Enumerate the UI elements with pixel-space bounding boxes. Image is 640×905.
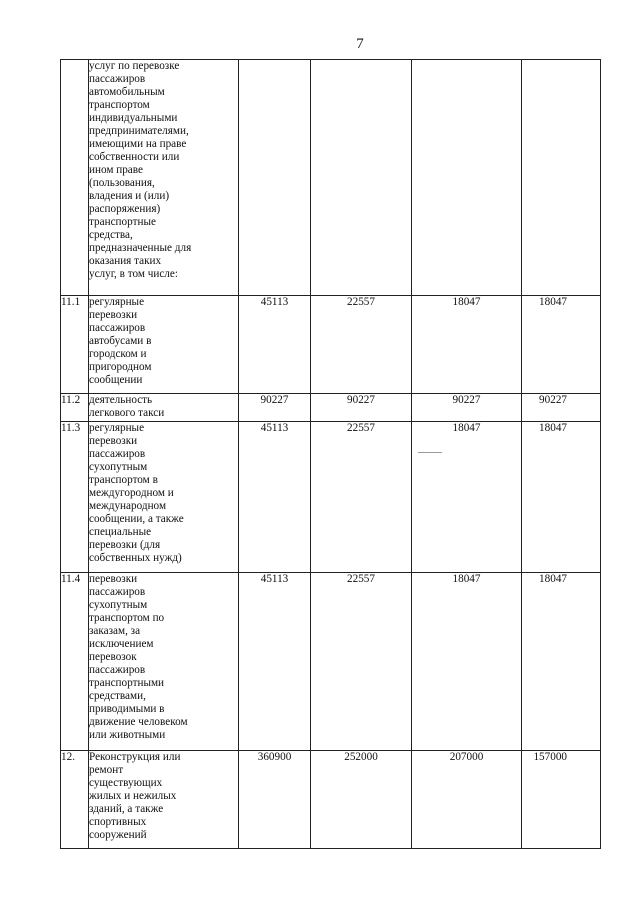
row-number: 12. bbox=[61, 751, 89, 849]
stray-pen-mark bbox=[418, 452, 442, 453]
tariff-table bbox=[60, 59, 601, 849]
activity-description: регулярные перевозки пассажиров сухопутным транспортом в междугородном и международном сообщении, а также специальные перевозки (для собственных нужд) bbox=[89, 422, 239, 573]
value-col-2 bbox=[311, 60, 412, 296]
activity-description: деятельность легкового такси bbox=[89, 394, 239, 422]
value-col-2: 22557 bbox=[311, 296, 412, 394]
value-col-1: 45113 bbox=[239, 296, 311, 394]
value-col-3: 207000 bbox=[412, 751, 522, 849]
value-col-4 bbox=[522, 60, 601, 296]
value-col-3 bbox=[412, 60, 522, 296]
activity-description: Реконструкция или ремонт существующих жилых и нежилых зданий, а также спортивных сооружений bbox=[89, 751, 239, 849]
row-number: 11.4 bbox=[61, 573, 89, 751]
value-col-3: 18047 bbox=[412, 573, 522, 751]
value-col-2: 22557 bbox=[311, 422, 412, 573]
value-col-2: 22557 bbox=[311, 573, 412, 751]
page-number: 7 bbox=[356, 36, 364, 52]
activity-description: услуг по перевозке пассажиров автомобильным транспортом индивидуальными предпринимателями, имеющими на праве собственности или ином праве (пользования, владения и (или) распоряжения) транспортные средства, предназначенные для оказания таких услуг, в том числе: bbox=[89, 60, 239, 296]
value-col-3: 18047 bbox=[412, 296, 522, 394]
value-col-4: 90227 bbox=[522, 394, 601, 422]
row-number: 11.3 bbox=[61, 422, 89, 573]
value-col-4: 18047 bbox=[522, 573, 601, 751]
row-number: 11.1 bbox=[61, 296, 89, 394]
activity-description: перевозки пассажиров сухопутным транспортом по заказам, за исключением перевозок пассажиров транспортными средствами, приводимыми в движение человеком или животными bbox=[89, 573, 239, 751]
table-row bbox=[61, 573, 601, 751]
value-col-1: 360900 bbox=[239, 751, 311, 849]
table-row bbox=[61, 751, 601, 849]
value-col-3: 18047 bbox=[412, 422, 522, 573]
row-number bbox=[61, 60, 89, 296]
row-number: 11.2 bbox=[61, 394, 89, 422]
value-col-4: 157000 bbox=[522, 751, 601, 849]
value-col-1 bbox=[239, 60, 311, 296]
value-col-3: 90227 bbox=[412, 394, 522, 422]
table-row bbox=[61, 296, 601, 394]
table-row bbox=[61, 394, 601, 422]
value-col-1: 45113 bbox=[239, 573, 311, 751]
table-row bbox=[61, 60, 601, 296]
value-col-4: 18047 bbox=[522, 422, 601, 573]
value-col-1: 90227 bbox=[239, 394, 311, 422]
activity-description: регулярные перевозки пассажиров автобусами в городском и пригородном сообщении bbox=[89, 296, 239, 394]
value-col-1: 45113 bbox=[239, 422, 311, 573]
table-row bbox=[61, 422, 601, 573]
value-col-2: 252000 bbox=[311, 751, 412, 849]
value-col-4: 18047 bbox=[522, 296, 601, 394]
value-col-2: 90227 bbox=[311, 394, 412, 422]
